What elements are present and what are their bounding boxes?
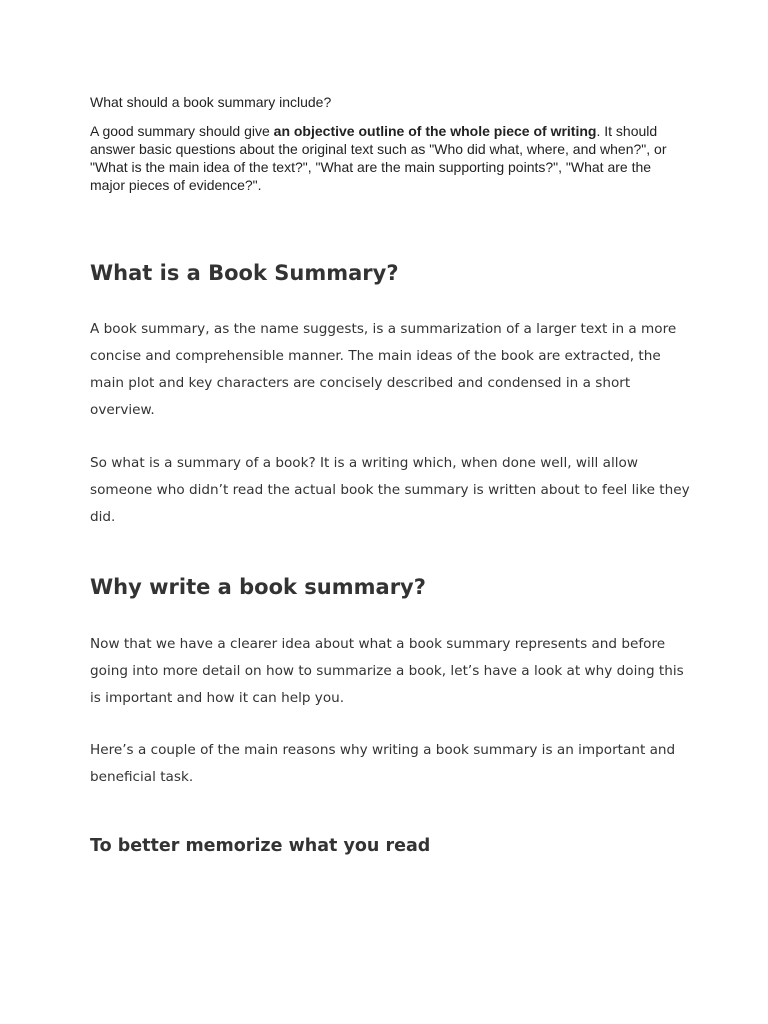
question-title: What should a book summary include? [90, 94, 332, 110]
paragraph-definition: A book summary, as the name suggests, is a summarization of a larger text in a more concise and comprehensible manner. The main ideas of the book are extracted, the main plot and key characters are concisely described and condensed in a short overview. [90, 321, 677, 418]
paragraph-main-reasons: Here’s a couple of the main reasons why writing a book summary is an important and beneficial task. [90, 742, 676, 785]
paragraph-what-is-summary: So what is a summary of a book? It is a writing which, when done well, will allow someone who didn’t read the actual book the summary is written about to feel like they did. [90, 455, 690, 525]
answer-paragraph [90, 122, 670, 194]
answer-text-bold: an objective outline of the whole piece of writing [273, 123, 597, 139]
answer-text-lead: A good summary should give [90, 123, 274, 139]
heading-better-memorize: To better memorize what you read [90, 836, 431, 856]
heading-what-is-book-summary: What is a Book Summary? [90, 261, 399, 285]
answer-text-rest: . It should answer basic questions about the original text such as "Who did what, where, and when?", or "What is the main idea of the text?", "What are the main supporting points?", "What are the major pieces of evidence?". [90, 123, 667, 193]
paragraph-why-intro: Now that we have a clearer idea about what a book summary represents and before going into more detail on how to summarize a book, let’s have a look at why doing this is important and how it can help you. [90, 636, 684, 706]
heading-why-write-summary: Why write a book summary? [90, 575, 426, 599]
